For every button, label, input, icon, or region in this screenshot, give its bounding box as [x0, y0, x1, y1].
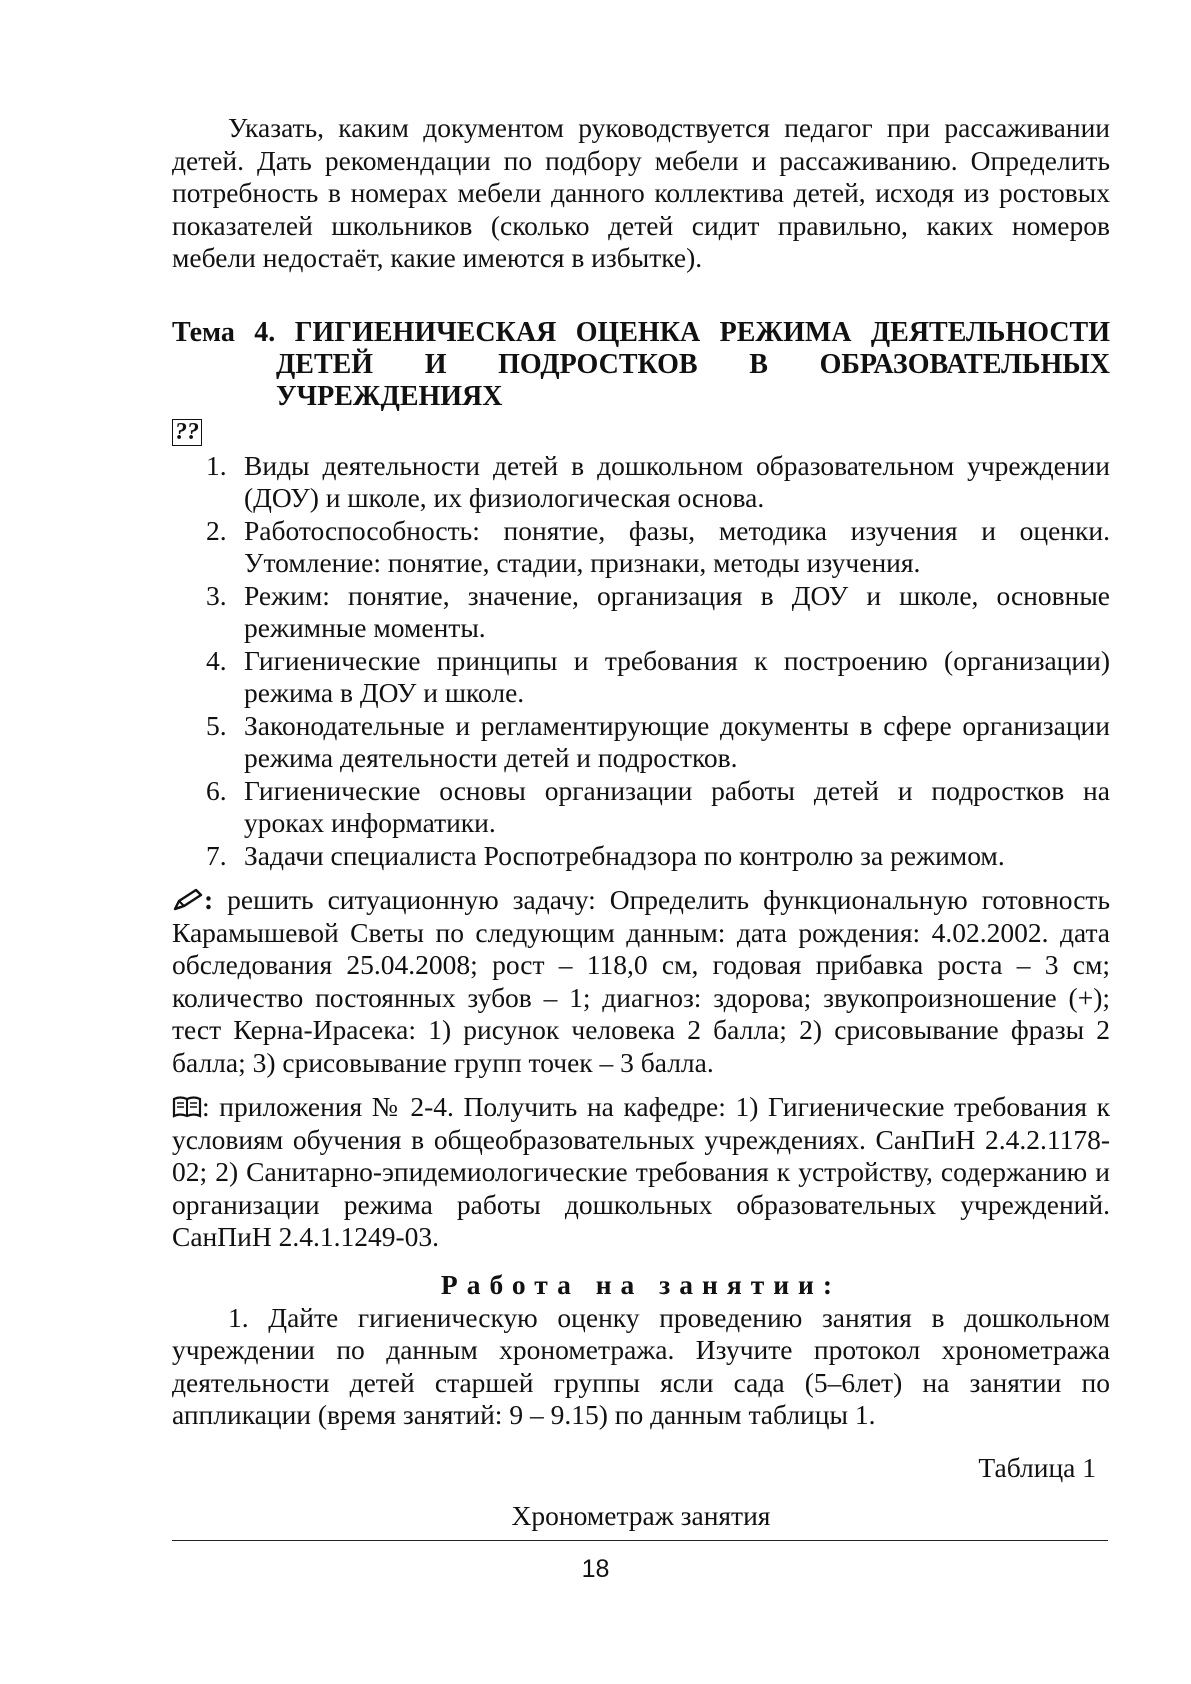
table-title: Хронометраж занятия [511, 1499, 771, 1531]
table-label: Таблица 1 [978, 1451, 1096, 1483]
page-number: 18 [581, 1555, 610, 1583]
list-item: 3. Режим: понятие, значение, организация в ДОУ и школе, основные режимные моменты. [206, 579, 1110, 643]
list-item: 7. Задачи специалиста Роспотребнадзора по контролю за режимом. [206, 839, 1005, 871]
page-content [172, 112, 1110, 1532]
pencil-icon [172, 884, 204, 917]
class-work-paragraph: 1. Дайте гигиеническую оценку проведению занятия в дошкольном учреждении по данным хронометража. Изучите протокол хронометража деятельности детей старшей группы ясли сада (5–6лет) на занятии по аппликации (время занятий: 9 – 9.15) по данным таблицы 1. [172, 1301, 1110, 1430]
questions-icon: ?? [172, 419, 202, 446]
list-item: 5. Законодательные и регламентирующие документы в сфере организации режима деятельности детей и подростков. [206, 709, 1110, 773]
literature-text: : приложения № 2-4. Получить на кафедре: 1) Гигиенические требования к условиям обучения в общеобразовательных учреждениях. СанПиН 2.4.2.1178-02; 2) Санитарно-эпидемиологические требования к устройству, содержанию и организации режима работы дошкольных образовательных учреждений. СанПиН 2.4.1.1249-03. [172, 1091, 1110, 1252]
list-item: 2. Работоспособность: понятие, фазы, методика изучения и оценки. Утомление: понятие, стадии, признаки, методы изучения. [206, 514, 1110, 578]
task-text: решить ситуационную задачу: Определить функциональную готовность Карамышевой Светы по следующим данным: дата рождения: 4.02.2002. дата обследования 25.04.2008; рост – 118,0 см, годовая прибавка роста – 3 см; количество постоянных зубов – 1; диагноз: здорова; звукопроизношение (+); тест Керна-Ирасека: 1) рисунок человека 2 балла; 2) срисовывание фразы 2 балла; 3) срисовывание групп точек – 3 балла. [172, 884, 1110, 1078]
literature-paragraph [172, 1091, 1110, 1254]
task-paragraph [172, 884, 1110, 1079]
list-item: 6. Гигиенические основы организации работы детей и подростков на уроках информатики. [206, 774, 1110, 838]
topic-heading: Тема 4. ГИГИЕНИЧЕСКАЯ ОЦЕНКА РЕЖИМА ДЕЯТЕЛЬНОСТИ ДЕТЕЙ И ПОДРОСТКОВ В ОБРАЗОВАТЕЛЬНЫХ УЧРЕЖДЕНИЯХ [172, 316, 1110, 412]
book-icon [172, 1091, 202, 1124]
footer-divider [172, 1540, 1108, 1541]
list-item: 4. Гигиенические принципы и требования к построению (организации) режима в ДОУ и школе. [206, 644, 1110, 708]
task-prefix: : [204, 884, 214, 915]
questions-list [172, 450, 1110, 873]
class-work-heading: Работа на занятии: [440, 1268, 842, 1300]
intro-paragraph: Указать, каким документом руководствуется педагог при рассаживании детей. Дать рекомендации по подбору мебели и рассаживанию. Определить потребность в номерах мебели данного коллектива детей, исходя из ростовых показателей школьников (сколько детей сидит правильно, каких номеров мебели недостаёт, какие имеются в избытке). [172, 112, 1110, 273]
list-item: 1. Виды деятельности детей в дошкольном образовательном учреждении (ДОУ) и школе, их физиологическая основа. [206, 449, 1110, 513]
